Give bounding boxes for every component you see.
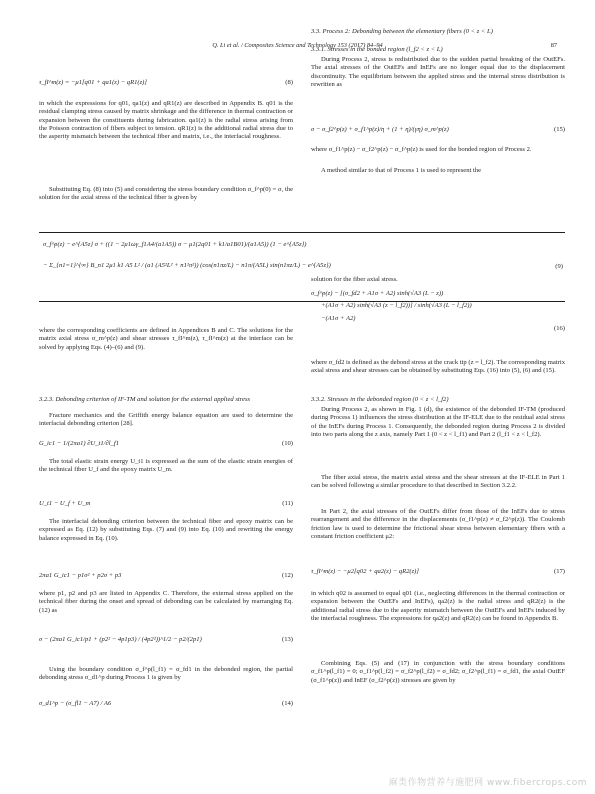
- equation-14-number: (14): [282, 700, 293, 707]
- paragraph-strain-energy: The total elastic strain energy U_t1 is expressed as the sum of the elastic strain energies of the technical fiber U_f and the epoxy matrix U_m.: [39, 458, 293, 474]
- paragraph-fiber-axial-stress: solution for the fiber axial stress.: [311, 276, 398, 283]
- equation-17-body: τ_fI^m(z) − −μ2[q02 + qa2(z) − qR2(z)]: [311, 568, 419, 575]
- equation-14: [39, 700, 293, 708]
- equation-15: [311, 126, 565, 134]
- equation-12: [39, 572, 293, 580]
- equation-16-line-1: σ_f^p(z) − [(σ_fd2 + A1σ + A2) sinh(√A3 (L − z)): [311, 290, 444, 297]
- equation-15-number: (15): [554, 126, 565, 133]
- paragraph-q02-definitions: in which q02 is assumed to equal q01 (i.e., neglecting differences in the thermal contraction or expansion between the OutEFs and InEFs), qa2(z) is the radial stress and qR2(z) is the additional radial stress due to the asperity mismatch between the OutEFs and InEFs induced by the interfacial roughness. The expressions for qa2(z) and qR2(z) can be found in Appendix B.: [311, 590, 565, 622]
- equation-16-line-2: +(A1σ + A2) sinh(√A3 (z − l_f2))] / sinh(√A3 (L − l_f2)): [321, 302, 472, 310]
- equation-10-number: (10): [282, 440, 293, 447]
- equation-10: [39, 440, 293, 448]
- paragraph-debonded-region: During Process 2, as shown in Fig. 1 (d), the existence of the debonded IF-TM (produced during Process 1) influences the stress distribution at the IF-ELE due to the residual axial stress of the InEFs during Process 1. Consequently, the debonded region during Process 2 is divided into two parts along the z axis, namely Part 1 (0 < z < l_f1) and Part 2 (l_f1 < z < l_f2).: [311, 406, 565, 438]
- section-heading-3-3-1: 3.3.1. Stresses in the bonded region (l_f2 < z < L): [311, 46, 443, 53]
- running-title: Q. Li et al. / Composites Science and Technology 153 (2017) 84–94: [212, 42, 383, 49]
- equation-9-line-1: σ_f^p(z) − e^{A5z} σ + ((1 − 2μ1ωγ_f1A4/(a1A5)) σ − μ1(2q01 + k1/a1B01)/(a1A5)) (1 − e^{A5z}): [43, 241, 307, 248]
- equation-11-body: U_t1 − U_f + U_m: [39, 500, 91, 507]
- site-watermark: 麻类作物营养与施肥网 www.fibercrops.com: [388, 778, 587, 788]
- equation-8-body: τ_fI^m(z) = −μ1[q01 + qa1(z) − qR1(z)]: [39, 79, 147, 86]
- equation-9-number: (9): [555, 263, 563, 270]
- equation-14-body: σ_d1^p − (σ_fl1 − A7) / A6: [39, 700, 112, 707]
- paragraph-combining-eqs: Combining Eqs. (5) and (17) in conjunction with the stress boundary conditions σ_f1^p(l_f1) = 0; σ_f1^p(l_f2) = σ_f2^p(l_f2) = σ_fd2; σ_f2^p(l_f1) = σ_fd1, the axial OutEF (σ_f1^p(z)) and InEF (σ_f2^p(z)) stresses are given by: [311, 660, 565, 684]
- equation-16-line-3: −(A1σ + A2): [321, 314, 356, 322]
- equation-17-number: (17): [554, 568, 565, 575]
- paragraph-debonding-criterion: The interfacial debonding criterion between the technical fiber and epoxy matrix can be expressed as Eq. (12) by substituting Eqs. (7) and (9) into Eq. (10) and rewriting the energy balance expressed in Eq. (10).: [39, 518, 293, 542]
- equation-12-number: (12): [282, 572, 293, 579]
- paragraph-similar-method: A method similar to that of Process 1 is used to represent the: [321, 167, 482, 174]
- paragraph-boundary-condition: Using the boundary condition σ_f^p(l_f1) = σ_fd1 in the debonded region, the partial debonding stress σ_d1^p during Process 1 is given by: [39, 666, 293, 682]
- equation-13-body: σ − (2πa1 G_ic1/p1 + (p2² − 4p1p3) / (4p2²))^1/2 − p2/(2p1): [39, 636, 202, 643]
- paragraph-substituting-eq8: Substituting Eq. (8) into (5) and considering the stress boundary condition σ_f^p(0) = σ, the solution for the axial stress of the technical fiber is given by: [39, 186, 293, 202]
- equation-11: [39, 500, 293, 508]
- equation-10-body: G_ic1 − 1/(2πa1) ∂U_t1/∂l_f1: [39, 440, 120, 447]
- equation-12-body: 2πa1 G_ic1 − p1σ² + p2σ + p3: [39, 572, 122, 579]
- equation-16: [311, 290, 565, 333]
- equation-8-number: (8): [285, 79, 293, 86]
- equation-9-body: [43, 239, 331, 271]
- paragraph-coefficients: where the corresponding coefficients are defined in Appendices B and C. The solutions for the matrix axial stress σ_m^p(z) and shear stresses τ_fI^m(z), τ_fI^m(z) at the interface can be solved by applying Eqs. (4)–(6) and (9).: [39, 327, 293, 351]
- section-heading-3-3: 3.3. Process 2: Debonding between the elementary fibers (0 < z < L): [311, 28, 493, 35]
- section-heading-3-3-2: 3.3.2. Stresses in the debonded region (0 < z < l_f2): [311, 396, 449, 403]
- equation-11-number: (11): [282, 500, 293, 507]
- equation-9-line-2: − Σ_{n1=1}^{∞} B_n1 2μ1 k1 A5 L² / (a1 (A5²L² + n1²π²)) (cos(n1πz/L) − n1π/(A5L) sin(n1πz/L) − e^{A5z}): [43, 262, 331, 269]
- equation-17: [311, 568, 565, 576]
- section-heading-3-2-3: 3.2.3. Debonding criterion of IF-TM and solution for the external applied stress: [39, 396, 251, 403]
- paragraph-debond-stress: where σ_fd2 is defined as the debond stress at the crack tip (z = l_f2). The corresponding matrix axial stress and shear stresses can be obtained by substituting Eqs. (16) into (5), (6) and (15).: [311, 359, 565, 375]
- equation-15-body: σ − σ_f2^p(z) + σ_f1^p(z)/η + (1 + η)/(γη) σ_m^p(z): [311, 126, 449, 133]
- equation-13-number: (13): [282, 636, 293, 643]
- equation-8: [39, 79, 293, 87]
- paragraph-p-coefficients: where p1, p2 and p3 are listed in Appendix C. Therefore, the external stress applied on the technical fiber during the onset and spread of debonding can be calculated by rearranging Eq. (12) as: [39, 590, 293, 614]
- paragraph-part-1: The fiber axial stress, the matrix axial stress and the shear stresses at the IF-ELE in Part 1 can be solved following a similar procedure to that described in Section 3.2.2.: [311, 474, 565, 490]
- paragraph-q-definitions: in which the expressions for q01, qa1(z) and qR1(z) are described in Appendix B. q01 is the residual clamping stress caused by matrix shrinkage and the difference in thermal contraction or expansion between the constituents during fabrication. qa1(z) is the radial stress arising from the Poisson contraction of fibers subject to tension. qR1(z) is the additional radial stress due to the asperity mismatch between the technical fiber and matrix, i.e., the interfacial roughness.: [39, 100, 293, 141]
- paragraph-fracture-mechanics: Fracture mechanics and the Griffith energy balance equation are used to determine the interfacial debonding criterion [28].: [39, 412, 293, 428]
- equation-16-number: (16): [554, 324, 565, 332]
- paragraph-process-2-intro: During Process 2, stress is redistributed due to the sudden partial breaking of the OutEFs. The axial stresses of the OutEFs and InEFs are no longer equal due to the displacement discontinuity. The equilibrium between the applied stress and the internal stress distribution is rewritten as: [311, 56, 565, 88]
- paragraph-part-2: In Part 2, the axial stresses of the OutEFs differ from those of the InEFs due to stress rearrangement and the difference in the displacements (σ_f1^p(z) ≠ σ_f2^p(z)). The Coulomb friction law is used to determine the frictional shear stress between elementary fibers with a constant friction coefficient μ2:: [311, 508, 565, 540]
- page-number: 87: [550, 42, 557, 49]
- equation-13: [39, 636, 293, 644]
- paragraph-bonded-region-note: where σ_f1^p(z) − σ_f2^p(z) − σ_f^p(z) is used for the bonded region of Process 2.: [311, 146, 532, 153]
